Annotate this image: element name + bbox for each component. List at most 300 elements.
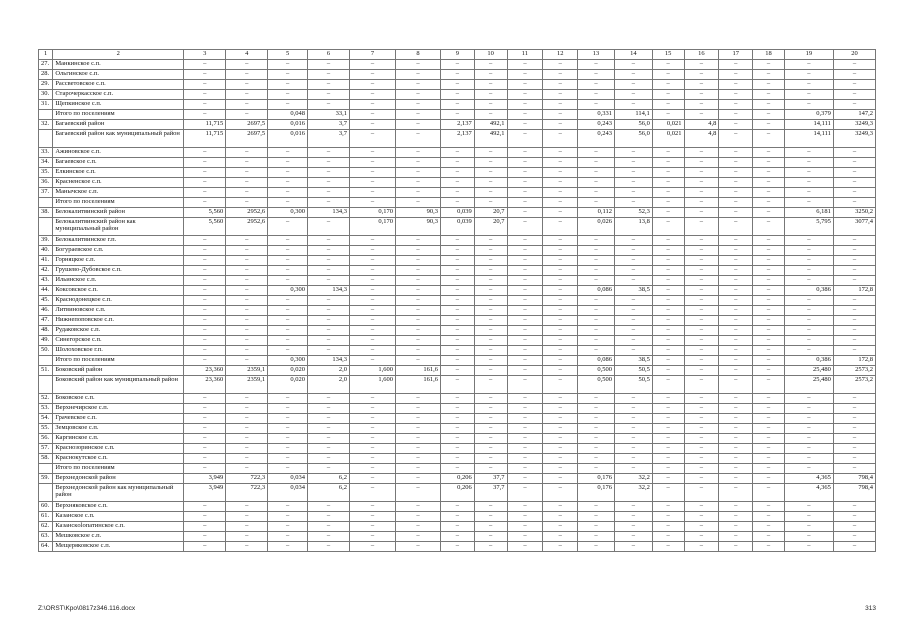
value-cell: – (833, 100, 875, 110)
value-cell: – (184, 464, 226, 474)
value-cell: – (753, 130, 785, 148)
value-cell: – (184, 532, 226, 542)
row-number: 58. (39, 454, 53, 464)
value-cell: – (349, 532, 395, 542)
value-cell: – (652, 484, 684, 502)
row-name: Боковский район как муниципальный район (53, 376, 184, 394)
value-cell: – (396, 256, 441, 266)
value-cell: – (441, 276, 475, 286)
value-cell: – (226, 346, 268, 356)
row-name: Мешковское с.п. (53, 532, 184, 542)
value-cell: – (396, 414, 441, 424)
value-cell: – (441, 444, 475, 454)
value-cell: – (578, 336, 615, 346)
value-cell: 3077,4 (833, 218, 875, 236)
value-cell: – (184, 148, 226, 158)
value-cell: – (652, 158, 684, 168)
value-cell: – (396, 100, 441, 110)
value-cell: – (507, 158, 543, 168)
value-cell: – (507, 444, 543, 454)
value-cell: 2952,6 (226, 218, 268, 236)
value-cell: – (652, 424, 684, 434)
value-cell: – (507, 454, 543, 464)
value-cell: – (833, 414, 875, 424)
value-cell: – (652, 60, 684, 70)
table-row (39, 326, 876, 336)
value-cell: – (684, 70, 719, 80)
value-cell: – (833, 424, 875, 434)
value-cell: – (719, 454, 753, 464)
value-cell: – (684, 148, 719, 158)
column-number: 1 (39, 50, 53, 60)
value-cell: – (784, 148, 833, 158)
value-cell: – (543, 444, 578, 454)
value-cell: – (652, 70, 684, 80)
value-cell: – (543, 502, 578, 512)
value-cell: – (226, 464, 268, 474)
value-cell: – (441, 414, 475, 424)
value-cell: – (441, 542, 475, 552)
value-cell: – (474, 316, 507, 326)
value-cell: – (578, 414, 615, 424)
value-cell: – (226, 326, 268, 336)
value-cell: – (652, 502, 684, 512)
value-cell: 134,3 (308, 356, 350, 366)
value-cell: – (833, 148, 875, 158)
value-cell: – (441, 60, 475, 70)
row-number: 55. (39, 424, 53, 434)
row-number: 54. (39, 414, 53, 424)
value-cell: – (507, 148, 543, 158)
value-cell: – (753, 474, 785, 484)
table-row (39, 336, 876, 346)
value-cell: 13,8 (614, 218, 652, 236)
value-cell: – (543, 276, 578, 286)
value-cell: – (474, 158, 507, 168)
value-cell: – (441, 326, 475, 336)
value-cell: 0,206 (441, 474, 475, 484)
row-name: Старочеркасское с.п. (53, 90, 184, 100)
value-cell: – (474, 246, 507, 256)
row-number: 34. (39, 158, 53, 168)
row-number: 42. (39, 266, 53, 276)
value-cell: – (719, 484, 753, 502)
value-cell: 3250,2 (833, 208, 875, 218)
value-cell: – (396, 404, 441, 414)
row-number: 60. (39, 502, 53, 512)
value-cell: – (614, 316, 652, 326)
value-cell: – (719, 246, 753, 256)
value-cell: – (543, 522, 578, 532)
value-cell: – (784, 316, 833, 326)
value-cell: – (184, 168, 226, 178)
value-cell: – (753, 148, 785, 158)
value-cell: 0,500 (578, 366, 615, 376)
value-cell: – (652, 188, 684, 198)
value-cell: – (507, 208, 543, 218)
value-cell: – (184, 296, 226, 306)
value-cell: – (507, 110, 543, 120)
value-cell: – (784, 542, 833, 552)
table-row (39, 502, 876, 512)
table-row (39, 356, 876, 366)
table-row (39, 276, 876, 286)
value-cell: – (474, 296, 507, 306)
value-cell: – (578, 394, 615, 404)
value-cell: 0,170 (349, 208, 395, 218)
value-cell: – (308, 178, 350, 188)
row-number: 40. (39, 246, 53, 256)
value-cell: – (543, 532, 578, 542)
value-cell: – (684, 394, 719, 404)
value-cell: – (507, 474, 543, 484)
value-cell: – (184, 356, 226, 366)
value-cell: – (396, 178, 441, 188)
value-cell: – (833, 316, 875, 326)
value-cell: – (833, 522, 875, 532)
value-cell: – (474, 502, 507, 512)
value-cell: – (184, 266, 226, 276)
row-number (39, 110, 53, 120)
value-cell: – (833, 454, 875, 464)
value-cell: – (784, 522, 833, 532)
value-cell: – (753, 246, 785, 256)
row-name: Богураевское с.п. (53, 246, 184, 256)
value-cell: – (784, 80, 833, 90)
value-cell: – (578, 434, 615, 444)
value-cell: – (614, 454, 652, 464)
table-row (39, 90, 876, 100)
value-cell: – (578, 532, 615, 542)
value-cell: – (349, 60, 395, 70)
value-cell: – (543, 158, 578, 168)
value-cell: – (396, 474, 441, 484)
value-cell: – (226, 414, 268, 424)
value-cell: 50,5 (614, 376, 652, 394)
value-cell: – (784, 158, 833, 168)
value-cell: – (614, 236, 652, 246)
value-cell: – (349, 542, 395, 552)
value-cell: – (784, 70, 833, 80)
value-cell: – (184, 394, 226, 404)
value-cell: – (474, 276, 507, 286)
value-cell: – (396, 168, 441, 178)
value-cell: 0,300 (268, 286, 308, 296)
value-cell: – (543, 346, 578, 356)
value-cell: 4,365 (784, 484, 833, 502)
value-cell: – (268, 218, 308, 236)
value-cell: – (578, 542, 615, 552)
column-number: 7 (349, 50, 395, 60)
value-cell: – (226, 110, 268, 120)
value-cell: – (268, 522, 308, 532)
value-cell: – (578, 70, 615, 80)
value-cell: – (268, 512, 308, 522)
value-cell: 492,1 (474, 130, 507, 148)
value-cell: 11,715 (184, 130, 226, 148)
value-cell: – (308, 60, 350, 70)
value-cell: – (684, 266, 719, 276)
value-cell: – (543, 266, 578, 276)
value-cell: – (833, 188, 875, 198)
value-cell: – (268, 542, 308, 552)
value-cell: – (396, 502, 441, 512)
value-cell: – (474, 110, 507, 120)
value-cell: 5,560 (184, 208, 226, 218)
value-cell: – (474, 168, 507, 178)
value-cell: – (543, 356, 578, 366)
value-cell: – (784, 424, 833, 434)
value-cell: – (614, 326, 652, 336)
row-name: Казанскolопатинское с.п. (53, 522, 184, 532)
value-cell: – (308, 532, 350, 542)
value-cell: – (308, 316, 350, 326)
value-cell: – (719, 414, 753, 424)
value-cell: – (268, 158, 308, 168)
value-cell: – (543, 90, 578, 100)
column-number: 14 (614, 50, 652, 60)
value-cell: 5,795 (784, 218, 833, 236)
value-cell: – (184, 100, 226, 110)
value-cell: – (684, 276, 719, 286)
value-cell: – (396, 80, 441, 90)
value-cell: – (349, 454, 395, 464)
value-cell: – (652, 366, 684, 376)
value-cell: 134,3 (308, 286, 350, 296)
value-cell: – (268, 188, 308, 198)
row-name: Итого по поселениям (53, 356, 184, 366)
value-cell: – (684, 512, 719, 522)
value-cell: – (308, 168, 350, 178)
value-cell: – (784, 296, 833, 306)
value-cell: – (308, 454, 350, 464)
value-cell: – (474, 542, 507, 552)
row-name: Каргинское с.п. (53, 434, 184, 444)
value-cell: – (614, 256, 652, 266)
value-cell: – (784, 326, 833, 336)
row-number (39, 464, 53, 474)
value-cell: – (226, 90, 268, 100)
value-cell: – (614, 464, 652, 474)
value-cell: 3249,3 (833, 130, 875, 148)
value-cell: – (719, 366, 753, 376)
value-cell: – (507, 178, 543, 188)
value-cell: – (268, 444, 308, 454)
table-row (39, 148, 876, 158)
value-cell: – (396, 120, 441, 130)
value-cell: 14,111 (784, 130, 833, 148)
value-cell: 56,0 (614, 120, 652, 130)
value-cell: – (784, 414, 833, 424)
value-cell: – (833, 246, 875, 256)
value-cell: – (184, 454, 226, 464)
value-cell: – (652, 404, 684, 414)
value-cell: 4,8 (684, 130, 719, 148)
value-cell: – (684, 424, 719, 434)
value-cell: – (784, 266, 833, 276)
row-number: 35. (39, 168, 53, 178)
value-cell: – (474, 90, 507, 100)
row-name: Щепкинское с.п. (53, 100, 184, 110)
value-cell: – (441, 306, 475, 316)
value-cell: – (543, 60, 578, 70)
value-cell: – (614, 522, 652, 532)
value-cell: – (184, 424, 226, 434)
value-cell: – (474, 326, 507, 336)
row-number (39, 130, 53, 148)
row-number: 39. (39, 236, 53, 246)
row-name: Синегорское с.п. (53, 336, 184, 346)
value-cell: 0,086 (578, 356, 615, 366)
value-cell: 4,8 (684, 120, 719, 130)
value-cell: – (833, 266, 875, 276)
value-cell: – (543, 394, 578, 404)
table-row (39, 266, 876, 276)
value-cell: – (614, 306, 652, 316)
value-cell: – (578, 148, 615, 158)
value-cell: – (441, 404, 475, 414)
value-cell: – (184, 346, 226, 356)
row-name: Багаевское с.п. (53, 158, 184, 168)
value-cell: – (268, 246, 308, 256)
value-cell: – (684, 188, 719, 198)
value-cell: – (543, 236, 578, 246)
column-number: 10 (474, 50, 507, 60)
value-cell: – (543, 454, 578, 464)
column-number: 2 (53, 50, 184, 60)
row-name: Нижнепоповское с.п. (53, 316, 184, 326)
value-cell: – (396, 90, 441, 100)
value-cell: 0,206 (441, 484, 475, 502)
value-cell: – (396, 148, 441, 158)
value-cell: – (308, 424, 350, 434)
value-cell: – (784, 502, 833, 512)
value-cell: – (784, 434, 833, 444)
value-cell: – (614, 158, 652, 168)
value-cell: – (268, 316, 308, 326)
value-cell: – (833, 394, 875, 404)
value-cell: – (507, 70, 543, 80)
row-number: 30. (39, 90, 53, 100)
value-cell: – (614, 512, 652, 522)
value-cell: – (474, 366, 507, 376)
value-cell: – (226, 188, 268, 198)
value-cell: – (226, 532, 268, 542)
value-cell: – (614, 346, 652, 356)
value-cell: – (396, 532, 441, 542)
value-cell: – (308, 80, 350, 90)
value-cell: – (441, 522, 475, 532)
value-cell: – (614, 532, 652, 542)
value-cell: – (226, 80, 268, 90)
value-cell: – (184, 444, 226, 454)
value-cell: – (784, 60, 833, 70)
value-cell: – (474, 198, 507, 208)
value-cell: – (833, 236, 875, 246)
value-cell: – (396, 444, 441, 454)
value-cell: – (268, 60, 308, 70)
value-cell: – (184, 90, 226, 100)
value-cell: – (578, 168, 615, 178)
value-cell: – (719, 316, 753, 326)
value-cell: – (507, 414, 543, 424)
value-cell: – (719, 168, 753, 178)
value-cell: – (349, 286, 395, 296)
value-cell: 0,243 (578, 120, 615, 130)
value-cell: – (349, 246, 395, 256)
value-cell: – (226, 246, 268, 256)
value-cell: – (753, 394, 785, 404)
value-cell: – (543, 512, 578, 522)
value-cell: – (684, 414, 719, 424)
value-cell: – (441, 188, 475, 198)
value-cell: – (441, 376, 475, 394)
value-cell: – (268, 276, 308, 286)
value-cell: – (474, 188, 507, 198)
value-cell: – (614, 502, 652, 512)
value-cell: – (578, 256, 615, 266)
value-cell: – (441, 356, 475, 366)
value-cell: – (349, 512, 395, 522)
value-cell: – (184, 404, 226, 414)
value-cell: 492,1 (474, 120, 507, 130)
row-number: 49. (39, 336, 53, 346)
page-number: 313 (865, 605, 876, 612)
value-cell: – (184, 188, 226, 198)
value-cell: – (833, 404, 875, 414)
value-cell: – (684, 306, 719, 316)
value-cell: – (308, 336, 350, 346)
value-cell: – (652, 336, 684, 346)
value-cell: – (441, 148, 475, 158)
value-cell: – (441, 236, 475, 246)
value-cell: 114,1 (614, 110, 652, 120)
value-cell: – (719, 296, 753, 306)
value-cell: – (753, 376, 785, 394)
column-number: 12 (543, 50, 578, 60)
value-cell: – (784, 532, 833, 542)
row-name: Багаевский район (53, 120, 184, 130)
value-cell: 1,600 (349, 366, 395, 376)
value-cell: – (652, 464, 684, 474)
value-cell: – (719, 306, 753, 316)
value-cell: – (614, 424, 652, 434)
value-cell: 0,086 (578, 286, 615, 296)
row-name: Краснокутское с.п. (53, 454, 184, 464)
value-cell: – (441, 424, 475, 434)
value-cell: – (578, 266, 615, 276)
value-cell: – (268, 80, 308, 90)
value-cell: – (441, 100, 475, 110)
value-cell: – (543, 168, 578, 178)
row-number: 52. (39, 394, 53, 404)
value-cell: – (226, 522, 268, 532)
value-cell: – (349, 326, 395, 336)
table-row (39, 178, 876, 188)
value-cell: 0,021 (652, 130, 684, 148)
table-row (39, 296, 876, 306)
value-cell: – (753, 100, 785, 110)
value-cell: – (784, 100, 833, 110)
value-cell: – (396, 434, 441, 444)
value-cell: 2697,5 (226, 120, 268, 130)
value-cell: – (226, 296, 268, 306)
value-cell: – (474, 434, 507, 444)
value-cell: 6,2 (308, 484, 350, 502)
value-cell: – (226, 512, 268, 522)
value-cell: – (268, 296, 308, 306)
value-cell: – (441, 366, 475, 376)
